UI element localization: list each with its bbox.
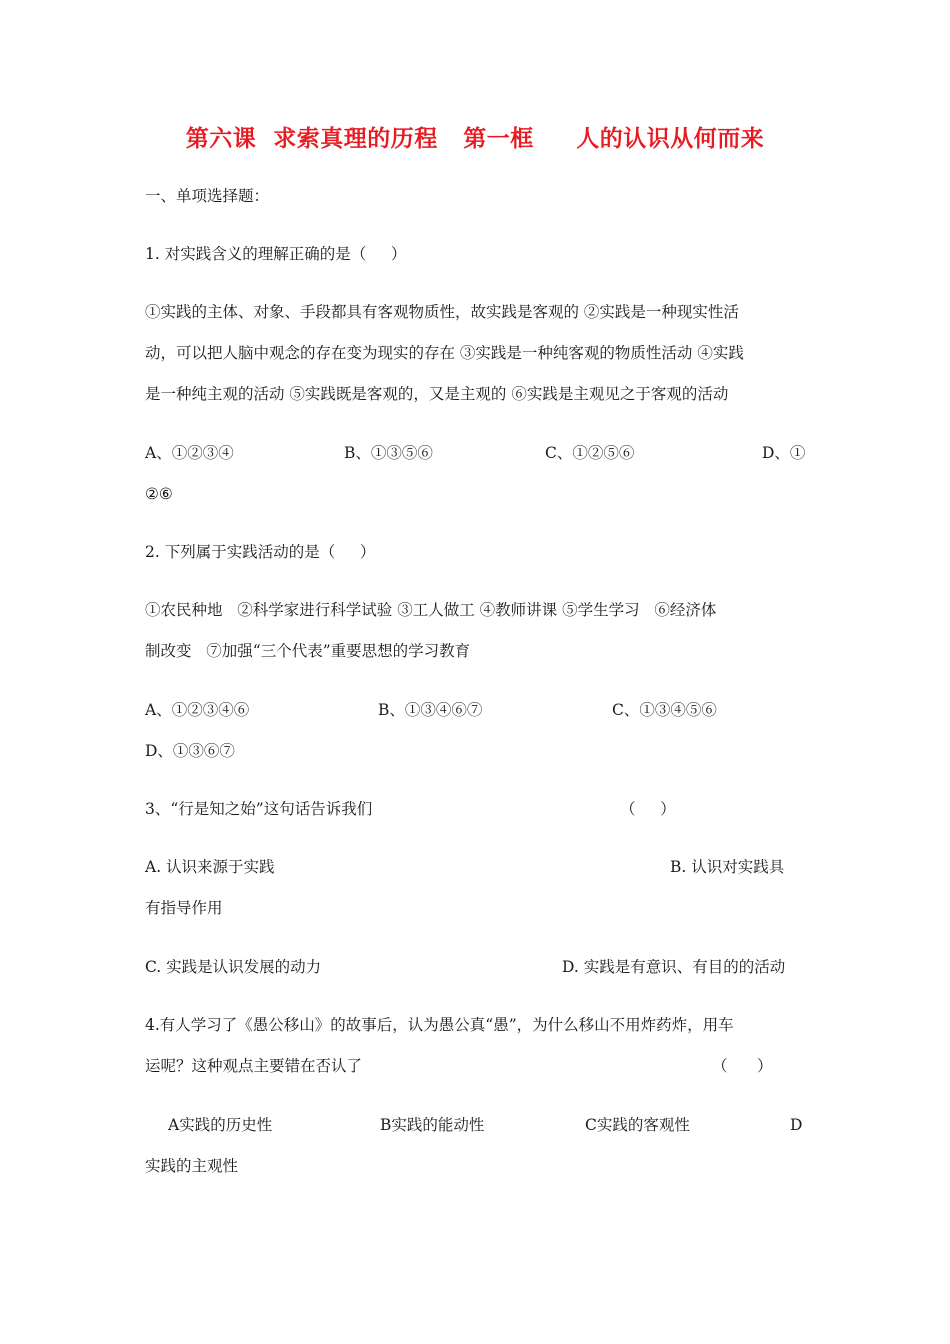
question-3-answer-paren: （ ） — [620, 800, 676, 818]
question-3-option-b: B. 认识对实践具 — [670, 858, 785, 876]
question-1-body-line-3: 是一种纯主观的活动 ⑤实践既是客观的，又是主观的 ⑥实践是主观见之于客观的活动 — [145, 385, 729, 403]
question-3-option-a: A. 认识来源于实践 — [145, 858, 275, 876]
question-4-stem-line-2: 运呢？这种观点主要错在否认了 — [145, 1057, 363, 1075]
question-1-body-line-1: ①实践的主体、对象、手段都具有客观物质性，故实践是客观的 ②实践是一种现实性活 — [145, 303, 739, 321]
question-4-option-a: A实践的历史性 — [168, 1116, 273, 1134]
question-4-stem-line-1: 4.有人学习了《愚公移山》的故事后，认为愚公真“愚”，为什么移山不用炸药炸，用车 — [145, 1016, 734, 1034]
question-1-option-c: C、①②⑤⑥ — [545, 444, 635, 462]
question-4-option-d-cont: 实践的主观性 — [145, 1157, 239, 1175]
question-2-body-line-2: 制改变 ⑦加强“三个代表”重要思想的学习教育 — [145, 642, 471, 660]
question-2-option-a: A、①②③④⑥ — [145, 701, 250, 719]
question-3-stem: 3、“行是知之始”这句话告诉我们 — [145, 800, 373, 818]
document-title: 第六课 求索真理的历程 第一框 人的认识从何而来 — [185, 125, 765, 152]
question-1-option-d: D、① — [762, 444, 806, 462]
question-4-option-c: C实践的客观性 — [585, 1116, 690, 1134]
question-1-option-b: B、①③⑤⑥ — [344, 444, 433, 462]
question-2-option-d: D、①③⑥⑦ — [145, 742, 235, 760]
question-1-body-line-2: 动，可以把人脑中观念的存在变为现实的存在 ③实践是一种纯客观的物质性活动 ④实践 — [145, 344, 744, 362]
question-3-option-b-cont: 有指导作用 — [145, 899, 223, 917]
question-1-option-d-cont: ②⑥ — [145, 485, 173, 503]
question-4-option-d: D — [790, 1116, 803, 1134]
question-3-option-d: D. 实践是有意识、有目的的活动 — [562, 958, 786, 976]
question-1-stem: 1. 对实践含义的理解正确的是（ ） — [145, 245, 407, 263]
question-4-option-b: B实践的能动性 — [380, 1116, 485, 1134]
question-2-option-c: C、①③④⑤⑥ — [612, 701, 717, 719]
question-4-answer-paren: （ ） — [712, 1057, 773, 1075]
question-3-option-c: C. 实践是认识发展的动力 — [145, 958, 322, 976]
question-1-option-a: A、①②③④ — [145, 444, 234, 462]
question-2-body-line-1: ①农民种地 ②科学家进行科学试验 ③工人做工 ④教师讲课 ⑤学生学习 ⑥经济体 — [145, 601, 717, 619]
question-2-option-b: B、①③④⑥⑦ — [378, 701, 483, 719]
question-2-stem: 2. 下列属于实践活动的是（ ） — [145, 543, 376, 561]
section-heading: 一、单项选择题： — [145, 187, 270, 205]
